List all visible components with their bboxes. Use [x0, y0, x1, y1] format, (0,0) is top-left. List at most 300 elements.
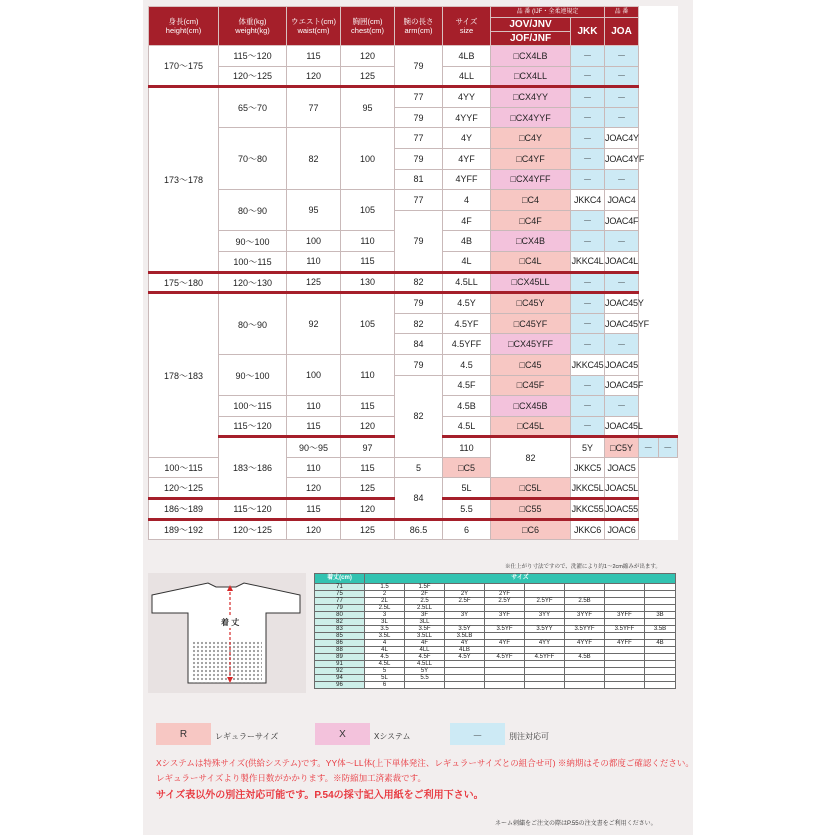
size-cell: 4.5Y — [443, 293, 491, 314]
size-cell: 5 — [395, 457, 443, 478]
garment-size-cell: 3.5LB — [445, 633, 485, 640]
garment-size-cell: 4LL — [405, 647, 445, 654]
garment-size-cell: 2L — [365, 598, 405, 605]
garment-length-cell: 83 — [315, 626, 365, 633]
garment-length-row — [315, 647, 676, 654]
size-cell: 5.5 — [443, 499, 491, 520]
size-table — [148, 6, 678, 540]
garment-size-cell: 4Y — [445, 640, 485, 647]
garment-size-cell: 3.5 — [365, 626, 405, 633]
garment-size-cell: 3B — [645, 612, 676, 619]
garment-size-cell: 2.5LL — [405, 605, 445, 612]
chest-cell: 100 — [341, 128, 395, 190]
weight-cell: 100～115 — [219, 251, 287, 272]
jkk-code-cell: － — [571, 210, 605, 231]
arm-cell: 79 — [395, 107, 443, 128]
joa-code-cell: JOAC45F — [605, 375, 639, 396]
joa-code-cell: JOAC45L — [605, 416, 639, 437]
header-product-label: 品 番 (IJF・全柔連規定 — [491, 7, 605, 18]
garment-length-cell: 89 — [315, 654, 365, 661]
garment-size-cell — [445, 661, 485, 668]
garment-size-cell: 2 — [365, 591, 405, 598]
garment-size-cell: 4F — [405, 640, 445, 647]
joa-code-cell: － — [605, 46, 639, 67]
size-cell: 4Y — [443, 128, 491, 149]
garment-size-cell: 5 — [365, 668, 405, 675]
garment-size-cell — [445, 668, 485, 675]
garment-length-row — [315, 682, 676, 689]
arm-cell: 82 — [395, 272, 443, 293]
weight-cell: 120～125 — [219, 519, 287, 540]
garment-length-body — [315, 574, 676, 689]
weight-cell: 100～115 — [149, 457, 219, 478]
garment-size-cell — [645, 584, 676, 591]
garment-size-cell — [525, 591, 565, 598]
garment-size-cell — [605, 661, 645, 668]
joa-code-cell: JOAC4L — [605, 251, 639, 272]
size-cell: 4F — [443, 210, 491, 231]
garment-size-cell — [605, 619, 645, 626]
header-arm: 腕の長さ arm(cm) — [395, 7, 443, 46]
size-cell: 5Y — [571, 437, 605, 458]
garment-size-cell — [645, 598, 676, 605]
waist-cell: 82 — [287, 128, 341, 190]
jkk-code-cell: － — [571, 128, 605, 149]
joa-code-cell: JOAC6 — [605, 519, 639, 540]
header-size: サイズ size — [443, 7, 491, 46]
garment-size-cell: 3Y — [445, 612, 485, 619]
size-cell: 4YFF — [443, 169, 491, 190]
garment-length-row — [315, 668, 676, 675]
arm-cell: 82 — [395, 375, 443, 457]
jov-code-cell: □CX4YY — [491, 87, 571, 108]
arm-cell: 77 — [395, 128, 443, 149]
garment-size-cell — [605, 668, 645, 675]
garment-size-cell — [485, 668, 525, 675]
chest-cell: 125 — [341, 519, 395, 540]
weight-cell: 70～80 — [219, 128, 287, 190]
weight-cell: 90～100 — [219, 354, 287, 395]
weight-cell: 120～130 — [219, 272, 287, 293]
arm-cell: 82 — [491, 437, 571, 478]
garment-size-cell — [605, 598, 645, 605]
size-cell: 4 — [443, 190, 491, 211]
waist-cell: 115 — [287, 499, 341, 520]
garment-size-cell: 3.5L — [365, 633, 405, 640]
garment-size-cell — [645, 619, 676, 626]
jov-code-cell: □C5L — [491, 478, 571, 499]
garment-size-cell — [605, 633, 645, 640]
garment-size-cell — [565, 619, 605, 626]
garment-size-cell — [645, 668, 676, 675]
garment-size-cell — [645, 654, 676, 661]
garment-size-cell: 2.5F — [445, 598, 485, 605]
table-row — [149, 519, 678, 540]
waist-cell: 110 — [287, 457, 341, 478]
header-waist: ウエスト(cm) waist(cm) — [287, 7, 341, 46]
garment-size-cell: 4YF — [485, 640, 525, 647]
chest-cell: 115 — [341, 396, 395, 417]
waist-cell: 92 — [287, 293, 341, 355]
garment-size-cell — [485, 675, 525, 682]
weight-cell: 115～120 — [219, 499, 287, 520]
joa-code-cell: － — [605, 396, 639, 417]
garment-size-cell — [445, 675, 485, 682]
legend-xsystem-label: Xシステム — [374, 732, 411, 741]
garment-size-cell — [565, 633, 605, 640]
weight-cell: 120～125 — [219, 66, 287, 87]
garment-size-cell: 3.5YYF — [565, 626, 605, 633]
garment-size-cell — [565, 682, 605, 689]
garment-size-cell — [445, 619, 485, 626]
jov-code-cell: □C45 — [491, 354, 571, 375]
garment-size-cell: 2Y — [445, 591, 485, 598]
garment-size-cell: 4YY — [525, 640, 565, 647]
garment-size-cell — [525, 584, 565, 591]
height-cell: 175～180 — [149, 272, 219, 293]
header-weight: 体重(kg) weight(kg) — [219, 7, 287, 46]
garment-size-cell: 3.5YY — [525, 626, 565, 633]
garment-size-cell: 3 — [365, 612, 405, 619]
header-joa: JOA — [605, 18, 639, 46]
jkk-code-cell: － — [571, 107, 605, 128]
joa-code-cell: JOAC55 — [605, 499, 639, 520]
garment-size-cell: 2.5 — [405, 598, 445, 605]
garment-size-cell: 4.5B — [565, 654, 605, 661]
size-cell: 4YF — [443, 148, 491, 169]
garment-size-cell — [485, 605, 525, 612]
jov-code-cell: □C5 — [443, 457, 491, 478]
garment-length-row — [315, 675, 676, 682]
chest-cell: 120 — [341, 499, 395, 520]
garment-size-cell: 4YFF — [605, 640, 645, 647]
size-cell: 4.5 — [443, 354, 491, 375]
jkk-code-cell: － — [571, 272, 605, 293]
garment-size-cell: 4LB — [445, 647, 485, 654]
joa-code-cell: JOAC4 — [605, 190, 639, 211]
waist-cell: 120 — [287, 478, 341, 499]
table-row — [149, 87, 678, 108]
garment-size-cell: 3.5YFF — [605, 626, 645, 633]
xsystem-note: Xシステムは特殊サイズ(供給システム)です。YY体～LL体(上下単体発注、レギュラーサイズとの組合せ可) ※納期はその都度ご確認ください。 — [156, 758, 694, 768]
garment-size-cell: 3.5LL — [405, 633, 445, 640]
jkk-code-cell: － — [639, 437, 658, 458]
jov-code-cell: □C55 — [491, 499, 571, 520]
jov-code-cell: □CX45YFF — [491, 334, 571, 355]
garment-size-cell: 4L — [365, 647, 405, 654]
chest-cell: 125 — [341, 66, 395, 87]
size-cell: 4L — [443, 251, 491, 272]
illustration-label: 着 丈 — [221, 618, 240, 627]
garment-size-cell: 4.5YF — [485, 654, 525, 661]
garment-length-row — [315, 661, 676, 668]
table-row — [149, 293, 678, 314]
garment-size-cell — [645, 647, 676, 654]
jov-code-cell: □CX4LB — [491, 46, 571, 67]
garment-size-cell — [565, 647, 605, 654]
weight-cell: 80～90 — [219, 190, 287, 231]
header-jkk: JKK — [571, 18, 605, 46]
header-joa-top: 品 番 — [605, 7, 639, 18]
jkk-code-cell: － — [571, 66, 605, 87]
garment-size-cell — [445, 605, 485, 612]
garment-size-cell: 5.5 — [405, 675, 445, 682]
waist-cell: 110 — [287, 251, 341, 272]
garment-size-cell — [525, 661, 565, 668]
jkk-code-cell: － — [571, 87, 605, 108]
garment-size-cell — [525, 668, 565, 675]
jkk-code-cell: － — [571, 396, 605, 417]
garment-length-cell: 80 — [315, 612, 365, 619]
weight-cell: 90～95 — [287, 437, 341, 458]
garment-size-cell — [525, 605, 565, 612]
jov-code-cell: □C4 — [491, 190, 571, 211]
garment-size-cell: 3.5YF — [485, 626, 525, 633]
garment-size-cell — [445, 682, 485, 689]
weight-cell: 65～70 — [219, 87, 287, 128]
table-row — [149, 190, 678, 211]
jkk-code-cell: － — [571, 148, 605, 169]
table-row — [149, 46, 678, 67]
jov-code-cell: □CX4YYF — [491, 107, 571, 128]
garment-size-cell — [565, 605, 605, 612]
jov-code-cell: □C45L — [491, 416, 571, 437]
legend-regular-box: R — [156, 723, 211, 745]
garment-size-cell: 3L — [365, 619, 405, 626]
garment-size-cell — [605, 654, 645, 661]
arm-cell: 84 — [395, 478, 443, 519]
chest-cell: 125 — [341, 478, 395, 499]
garment-size-cell — [485, 633, 525, 640]
garment-size-cell — [565, 668, 605, 675]
chest-cell: 115 — [341, 457, 395, 478]
chest-cell: 105 — [341, 293, 395, 355]
arm-cell: 81 — [395, 169, 443, 190]
jov-code-cell: □C45Y — [491, 293, 571, 314]
size-cell: 4.5F — [443, 375, 491, 396]
jov-code-cell: □C45YF — [491, 313, 571, 334]
garment-length-cell: 96 — [315, 682, 365, 689]
jkk-code-cell: JKKC4 — [571, 190, 605, 211]
size-cell: 5L — [443, 478, 491, 499]
garment-length-cell: 71 — [315, 584, 365, 591]
jov-code-cell: □CX4B — [491, 231, 571, 252]
garment-size-cell: 3.5F — [405, 626, 445, 633]
height-cell: 189～192 — [149, 519, 219, 540]
jov-code-cell: □C45F — [491, 375, 571, 396]
joa-code-cell: JOAC4Y — [605, 128, 639, 149]
jov-code-cell: □C4F — [491, 210, 571, 231]
garment-length-row — [315, 605, 676, 612]
arm-cell: 77 — [395, 87, 443, 108]
garment-size-cell: 4.5LL — [405, 661, 445, 668]
garment-size-cell: 3F — [405, 612, 445, 619]
garment-size-cell — [525, 647, 565, 654]
garment-size-cell — [485, 682, 525, 689]
garment-size-cell: 5L — [365, 675, 405, 682]
garment-size-cell — [645, 591, 676, 598]
legend-regular-label: レギュラーサイズ — [215, 732, 279, 741]
joa-code-cell: JOAC5L — [605, 478, 639, 499]
garment-size-cell — [525, 619, 565, 626]
jkk-code-cell: － — [571, 169, 605, 190]
garment-size-cell — [605, 591, 645, 598]
waist-cell: 97 — [341, 437, 395, 458]
size-cell: 4.5YFF — [443, 334, 491, 355]
joa-code-cell: － — [605, 107, 639, 128]
garment-size-cell — [645, 682, 676, 689]
garment-size-cell: 1.5F — [405, 584, 445, 591]
waist-cell: 115 — [287, 416, 341, 437]
garment-size-cell: 6 — [365, 682, 405, 689]
garment-size-cell — [525, 633, 565, 640]
garment-length-cell: 92 — [315, 668, 365, 675]
garment-size-cell: 4.5 — [365, 654, 405, 661]
garment-size-cell: 4.5Y — [445, 654, 485, 661]
chest-cell: 105 — [341, 190, 395, 231]
height-cell: 178～183 — [149, 293, 219, 458]
arm-cell: 79 — [395, 354, 443, 375]
waist-cell: 100 — [287, 354, 341, 395]
height-cell: 170～175 — [149, 46, 219, 87]
size-cell: 4.5LL — [443, 272, 491, 293]
table-row — [149, 272, 678, 293]
header-jov: JOV/JNV — [491, 18, 571, 32]
arm-cell: 82 — [395, 313, 443, 334]
garment-length-row — [315, 591, 676, 598]
garment-length-cell: 75 — [315, 591, 365, 598]
garment-length-row — [315, 626, 676, 633]
arm-cell: 79 — [395, 210, 443, 272]
garment-size-cell — [565, 584, 605, 591]
legend-separate-label: 別注対応可 — [509, 732, 549, 741]
garment-size-cell — [605, 584, 645, 591]
jkk-code-cell: － — [571, 334, 605, 355]
jkk-code-cell: － — [571, 375, 605, 396]
judogi-icon — [148, 573, 306, 693]
weight-cell: 90～100 — [219, 231, 287, 252]
garment-length-header: 着丈(cm) — [315, 574, 365, 584]
arm-cell: 79 — [395, 148, 443, 169]
table-row — [149, 354, 678, 375]
jov-code-cell: □C4Y — [491, 128, 571, 149]
garment-size-cell — [445, 584, 485, 591]
height-cell: 186～189 — [149, 499, 219, 520]
garment-length-row — [315, 584, 676, 591]
chest-cell: 130 — [341, 272, 395, 293]
garment-size-cell — [485, 619, 525, 626]
waist-cell: 110 — [287, 396, 341, 417]
garment-size-cell — [565, 661, 605, 668]
garment-size-cell: 4.5L — [365, 661, 405, 668]
size-cell: 4.5YF — [443, 313, 491, 334]
joa-code-cell: － — [605, 334, 639, 355]
garment-length-cell: 79 — [315, 605, 365, 612]
size-cell: 6 — [443, 519, 491, 540]
garment-length-cell: 86 — [315, 640, 365, 647]
chest-cell: 115 — [341, 251, 395, 272]
garment-size-cell: 2.5YF — [525, 598, 565, 605]
joa-code-cell: JOAC45YF — [605, 313, 639, 334]
judogi-illustration — [148, 573, 306, 693]
joa-code-cell: － — [605, 66, 639, 87]
chest-cell: 95 — [341, 87, 395, 128]
weight-cell: 115～120 — [219, 46, 287, 67]
arm-cell: 86.5 — [395, 519, 443, 540]
jov-code-cell: □C4YF — [491, 148, 571, 169]
garment-size-cell: 3YF — [485, 612, 525, 619]
legend-xsystem-box: X — [315, 723, 370, 745]
custom-order-note: サイズ表以外の別注対応可能です。P.54の採寸記入用紙をご利用下さい。 — [156, 790, 484, 801]
header-chest: 胸囲(cm) chest(cm) — [341, 7, 395, 46]
jov-code-cell: □C5Y — [605, 437, 639, 458]
weight-cell: 100～115 — [219, 396, 287, 417]
garment-length-cell: 88 — [315, 647, 365, 654]
weight-cell: 80～90 — [219, 293, 287, 355]
waist-cell: 77 — [287, 87, 341, 128]
garment-size-cell — [525, 682, 565, 689]
jkk-code-cell: JKKC5L — [571, 478, 605, 499]
shrink-note: ※仕上がり寸法ですので、洗濯により約1～2cm縮みが出ます。 — [505, 564, 661, 570]
garment-length-cell: 77 — [315, 598, 365, 605]
chest-cell: 110 — [341, 231, 395, 252]
waist-cell: 115 — [287, 46, 341, 67]
garment-length-cell: 91 — [315, 661, 365, 668]
garment-size-cell — [485, 647, 525, 654]
garment-size-cell — [565, 675, 605, 682]
joa-code-cell: JOAC4F — [605, 210, 639, 231]
size-cell: 4YYF — [443, 107, 491, 128]
garment-size-cell: 4.5F — [405, 654, 445, 661]
garment-size-cell: 2.5B — [565, 598, 605, 605]
joa-code-cell: － — [605, 272, 639, 293]
garment-size-cell: 3YFF — [605, 612, 645, 619]
jkk-code-cell: JKKC6 — [571, 519, 605, 540]
jkk-code-cell: JKKC45 — [571, 354, 605, 375]
height-cell: 183～186 — [219, 437, 287, 499]
jkk-code-cell: － — [571, 293, 605, 314]
garment-size-cell: 5Y — [405, 668, 445, 675]
garment-length-chart — [314, 573, 676, 689]
legend-separate-box: － — [450, 723, 505, 745]
garment-size-cell: 1.5 — [365, 584, 405, 591]
garment-size-cell: 4.5YFF — [525, 654, 565, 661]
regular-note: レギュラーサイズより製作日数がかかります。※防縮加工済素裁です。 — [156, 773, 426, 783]
garment-length-row — [315, 612, 676, 619]
garment-size-cell: 3.5B — [645, 626, 676, 633]
size-cell: 4B — [443, 231, 491, 252]
garment-size-cell — [485, 661, 525, 668]
size-table-body — [149, 46, 678, 540]
height-cell: 173～178 — [149, 87, 219, 272]
garment-length-row — [315, 633, 676, 640]
arm-cell: 77 — [395, 190, 443, 211]
garment-size-cell: 2.5Y — [485, 598, 525, 605]
garment-size-cell: 2F — [405, 591, 445, 598]
jkk-code-cell: JKKC55 — [571, 499, 605, 520]
garment-size-cell: 4B — [645, 640, 676, 647]
weight-cell: 120～125 — [149, 478, 219, 499]
arm-cell: 79 — [395, 293, 443, 314]
garment-size-cell — [645, 661, 676, 668]
footer-note: ネーム刺繍をご注文の際はP.55の注文書をご利用ください。 — [495, 821, 657, 827]
garment-size-header: サイズ — [365, 574, 676, 584]
garment-length-cell: 82 — [315, 619, 365, 626]
jov-code-cell: □C6 — [491, 519, 571, 540]
garment-length-row — [315, 640, 676, 647]
jov-code-cell: □CX4YFF — [491, 169, 571, 190]
jov-code-cell: □CX45LL — [491, 272, 571, 293]
